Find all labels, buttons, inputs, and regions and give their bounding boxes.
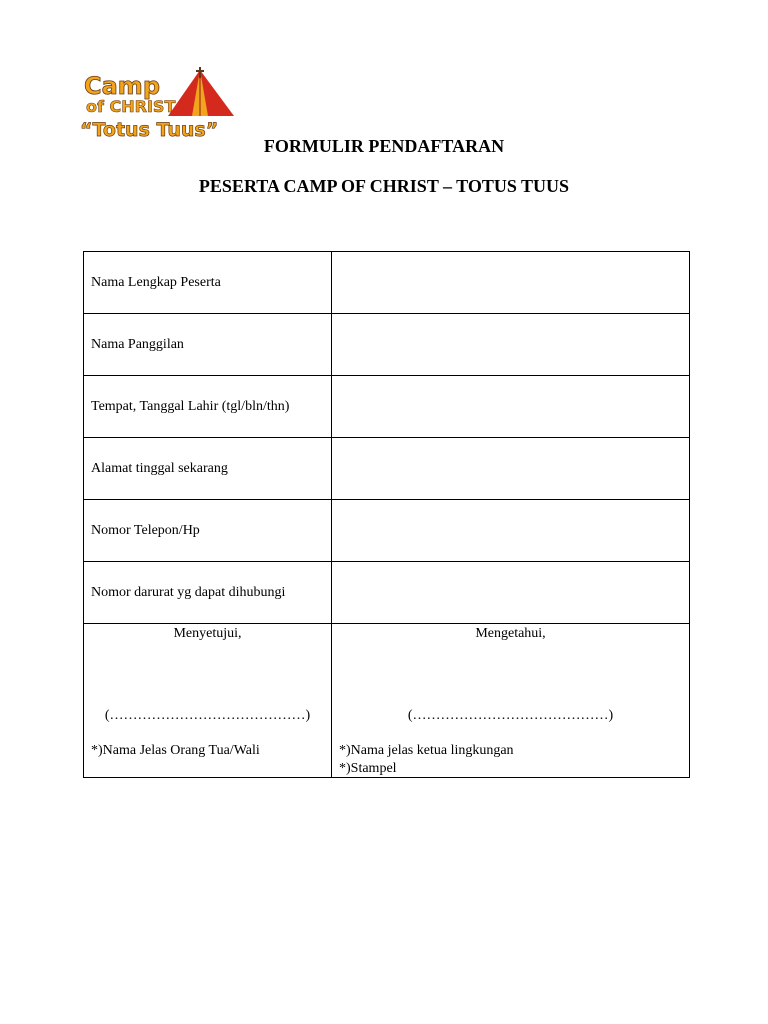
table-row bbox=[84, 314, 690, 376]
field-label: Tempat, Tanggal Lahir (tgl/bln/thn) bbox=[84, 376, 332, 438]
signature-note: *)Nama Jelas Orang Tua/Wali bbox=[91, 743, 260, 758]
parent-signature-cell[interactable] bbox=[84, 624, 332, 778]
emergency-contact-field[interactable] bbox=[332, 562, 690, 624]
table-row bbox=[84, 438, 690, 500]
form-subtitle: PESERTA CAMP OF CHRIST – TOTUS TUUS bbox=[198, 176, 570, 196]
nickname-field[interactable] bbox=[332, 314, 690, 376]
acknowledged-heading: Mengetahui, bbox=[475, 626, 546, 641]
approval-heading: Menyetujui, bbox=[173, 626, 242, 641]
table-row bbox=[84, 500, 690, 562]
full-name-field[interactable] bbox=[332, 252, 690, 314]
signature-note: *)Nama jelas ketua lingkungan *)Stampel bbox=[339, 743, 514, 776]
form-title: FORMULIR PENDAFTARAN bbox=[263, 136, 505, 156]
signature-row bbox=[84, 624, 690, 778]
field-label: Alamat tinggal sekarang bbox=[84, 438, 332, 500]
field-label: Nama Lengkap Peserta bbox=[84, 252, 332, 314]
svg-text:Camp: Camp bbox=[84, 72, 160, 100]
svg-text:“Totus Tuus”: “Totus Tuus” bbox=[80, 119, 219, 141]
birth-place-date-field[interactable] bbox=[332, 376, 690, 438]
table-row bbox=[84, 252, 690, 314]
signature-line: (……………………………………) bbox=[407, 708, 614, 723]
field-label: Nama Panggilan bbox=[84, 314, 332, 376]
phone-field[interactable] bbox=[332, 500, 690, 562]
leader-signature-cell[interactable] bbox=[332, 624, 690, 778]
field-label: Nomor darurat yg dapat dihubungi bbox=[84, 562, 332, 624]
field-label: Nomor Telepon/Hp bbox=[84, 500, 332, 562]
signature-line: (……………………………………) bbox=[104, 708, 311, 723]
address-field[interactable] bbox=[332, 438, 690, 500]
svg-text:of CHRIST: of CHRIST bbox=[86, 97, 176, 116]
table-row bbox=[84, 376, 690, 438]
table-row bbox=[84, 562, 690, 624]
registration-form-table bbox=[83, 251, 690, 778]
